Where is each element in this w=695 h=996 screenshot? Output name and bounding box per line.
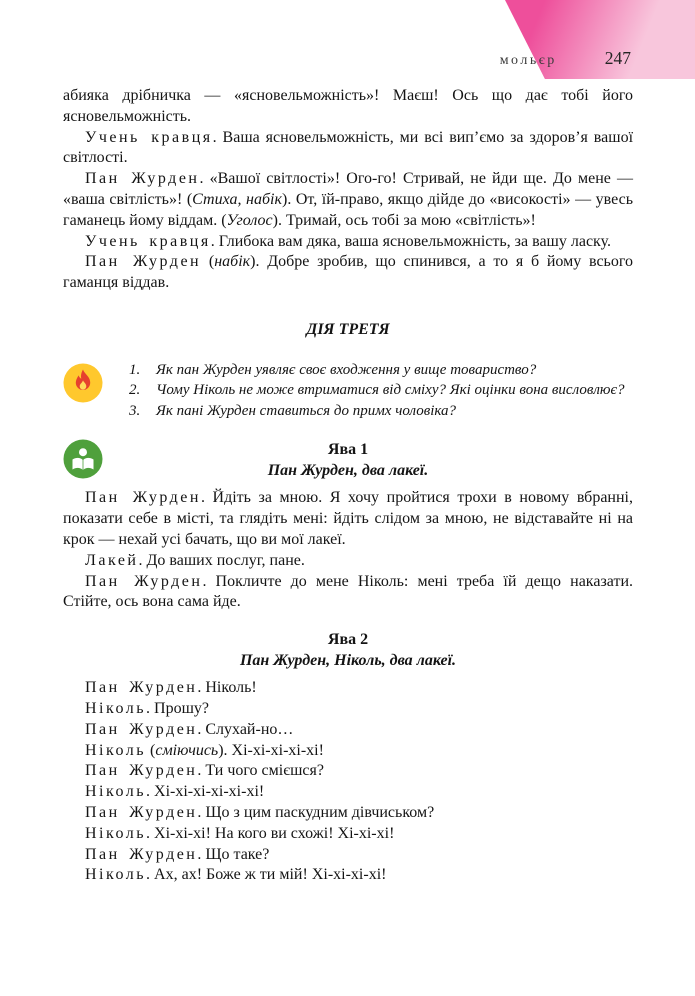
text-paragraph xyxy=(63,761,633,782)
body-text: ). Тримай, ось тобі за мою «світлість»! xyxy=(272,211,536,229)
character-name: Ніколь xyxy=(85,866,147,884)
scene-cast: Пан Журден, два лакеї. xyxy=(267,462,429,480)
body-text: . Хі-хі-хі! На кого ви схожі! Хі-хі-хі! xyxy=(146,824,395,842)
body-text: абияка дрібничка — «ясновельможність»! Маєш! Ось що дає тобі його ясновельможність. xyxy=(63,87,633,125)
question-number: 1. xyxy=(129,361,141,378)
body-text: . Покличте до мене Ніколь: мені треба їй дещо наказати. Стійте, ось вона сама йде. xyxy=(63,572,634,611)
body-text: . Що таке? xyxy=(197,845,270,863)
text-paragraph xyxy=(63,720,633,741)
body-text: . Прошу? xyxy=(146,700,210,718)
character-name: Ніколь xyxy=(85,700,147,718)
character-name: Пан Журден xyxy=(85,170,200,188)
text-paragraph xyxy=(63,845,633,866)
question-text: Як пан Журден уявляє своє входження у вище товариство? xyxy=(156,361,537,378)
stage-direction: Стиха, набік xyxy=(192,190,282,208)
character-name: Пан Журден xyxy=(85,253,202,271)
text-paragraph xyxy=(63,824,633,845)
body-text: . Глибока вам дяка, ваша ясновельможність, за вашу ласку. xyxy=(210,232,611,250)
body-text: . Ваша ясновельможність, ми всі вип’ємо за здоров’я вашої світлості. xyxy=(63,128,634,167)
page-number: 247 xyxy=(604,48,631,68)
flame-icon xyxy=(63,363,103,403)
text-paragraph xyxy=(63,572,633,614)
text-paragraph xyxy=(63,782,633,803)
text-paragraph xyxy=(63,551,633,572)
body-text: . «Вашої світлості»! Ого-го! Стривай, не йди ще. До мене — «ваша світлість»! ( xyxy=(63,170,633,208)
body-text: . До ваших послуг, пане. xyxy=(138,551,305,569)
body-text: . Хі-хі-хі-хі-хі-хі! xyxy=(146,783,265,801)
scene-title: Ява 2 xyxy=(327,631,369,649)
body-text: ( xyxy=(146,741,156,759)
character-name: Пан Журден xyxy=(85,804,198,822)
question-number: 2. xyxy=(129,382,141,399)
text-paragraph xyxy=(63,699,633,720)
question-number: 3. xyxy=(129,402,141,419)
scene-title: Ява 1 xyxy=(327,441,369,459)
questions-block xyxy=(63,360,633,422)
body-text: ). От, їй-право, якщо дійде до «високості» — увесь гаманець йому віддам. ( xyxy=(63,190,634,229)
body-text: ). Добре зробив, що спинився, а то я б йому всього гаманця віддав. xyxy=(63,253,634,292)
page-content xyxy=(63,86,633,886)
text-paragraph xyxy=(63,128,633,170)
character-name: Ніколь xyxy=(85,741,147,759)
body-text: . Йдіть за мною. Я хочу пройтися трохи в новому вбранні, показати себе в місті, та глядіть мені: йдіть слідом за мною, не відставайте ні на крок — нехай усі бачать, що ви мої лакеї. xyxy=(63,489,633,549)
text-paragraph xyxy=(63,169,633,231)
text-paragraph xyxy=(63,865,633,886)
character-name: Лакей xyxy=(85,551,139,569)
act-heading: ДІЯ ТРЕТЯ xyxy=(306,320,390,338)
character-name: Учень кравця xyxy=(85,232,211,250)
body-text: ). Хі-хі-хі-хі-хі! xyxy=(218,741,324,759)
text-paragraph xyxy=(63,678,633,699)
text-paragraph xyxy=(63,803,633,824)
body-text: . Слухай-но… xyxy=(197,720,294,738)
text-paragraph xyxy=(63,86,633,128)
question-item xyxy=(129,360,633,381)
reader-icon xyxy=(63,439,103,479)
body-text: . Ах, ах! Боже ж ти мій! Хі-хі-хі-хі! xyxy=(146,866,387,884)
body-text: ( xyxy=(201,253,215,271)
text-paragraph xyxy=(63,488,633,550)
scene-heading xyxy=(63,629,633,671)
character-name: Пан Журден xyxy=(85,720,198,738)
question-item xyxy=(129,380,633,401)
character-name: Пан Журден xyxy=(85,489,201,507)
character-name: Ніколь xyxy=(85,824,147,842)
question-text: Як пані Журден ставиться до примх чоловіка? xyxy=(156,402,457,419)
character-name: Пан Журден xyxy=(85,572,203,590)
character-name: Пан Журден xyxy=(85,845,198,863)
text-paragraph xyxy=(63,232,633,253)
scene-cast: Пан Журден, Ніколь, два лакеї. xyxy=(239,652,457,670)
character-name: Пан Журден xyxy=(85,679,198,697)
questions-list xyxy=(129,360,633,422)
body-text: . Що з цим паскудним дівчиськом? xyxy=(197,804,435,822)
body-text: . Ти чого смієшся? xyxy=(197,762,324,780)
character-name: Ніколь xyxy=(85,783,147,801)
character-name: Учень кравця xyxy=(85,128,213,146)
question-text: Чому Ніколь не може втриматися від сміху? Які оцінки вона висловлює? xyxy=(156,382,625,399)
text-paragraph xyxy=(63,252,633,294)
stage-direction: Уголос xyxy=(226,211,273,229)
scene-heading xyxy=(63,439,633,481)
stage-direction: сміючись xyxy=(155,741,219,759)
running-header: мольєр xyxy=(499,53,557,68)
text-paragraph xyxy=(63,741,633,762)
body-text: . Ніколь! xyxy=(197,679,257,697)
stage-direction: набік xyxy=(214,253,251,271)
question-item xyxy=(129,401,633,422)
character-name: Пан Журден xyxy=(85,762,198,780)
page-header xyxy=(63,48,631,69)
